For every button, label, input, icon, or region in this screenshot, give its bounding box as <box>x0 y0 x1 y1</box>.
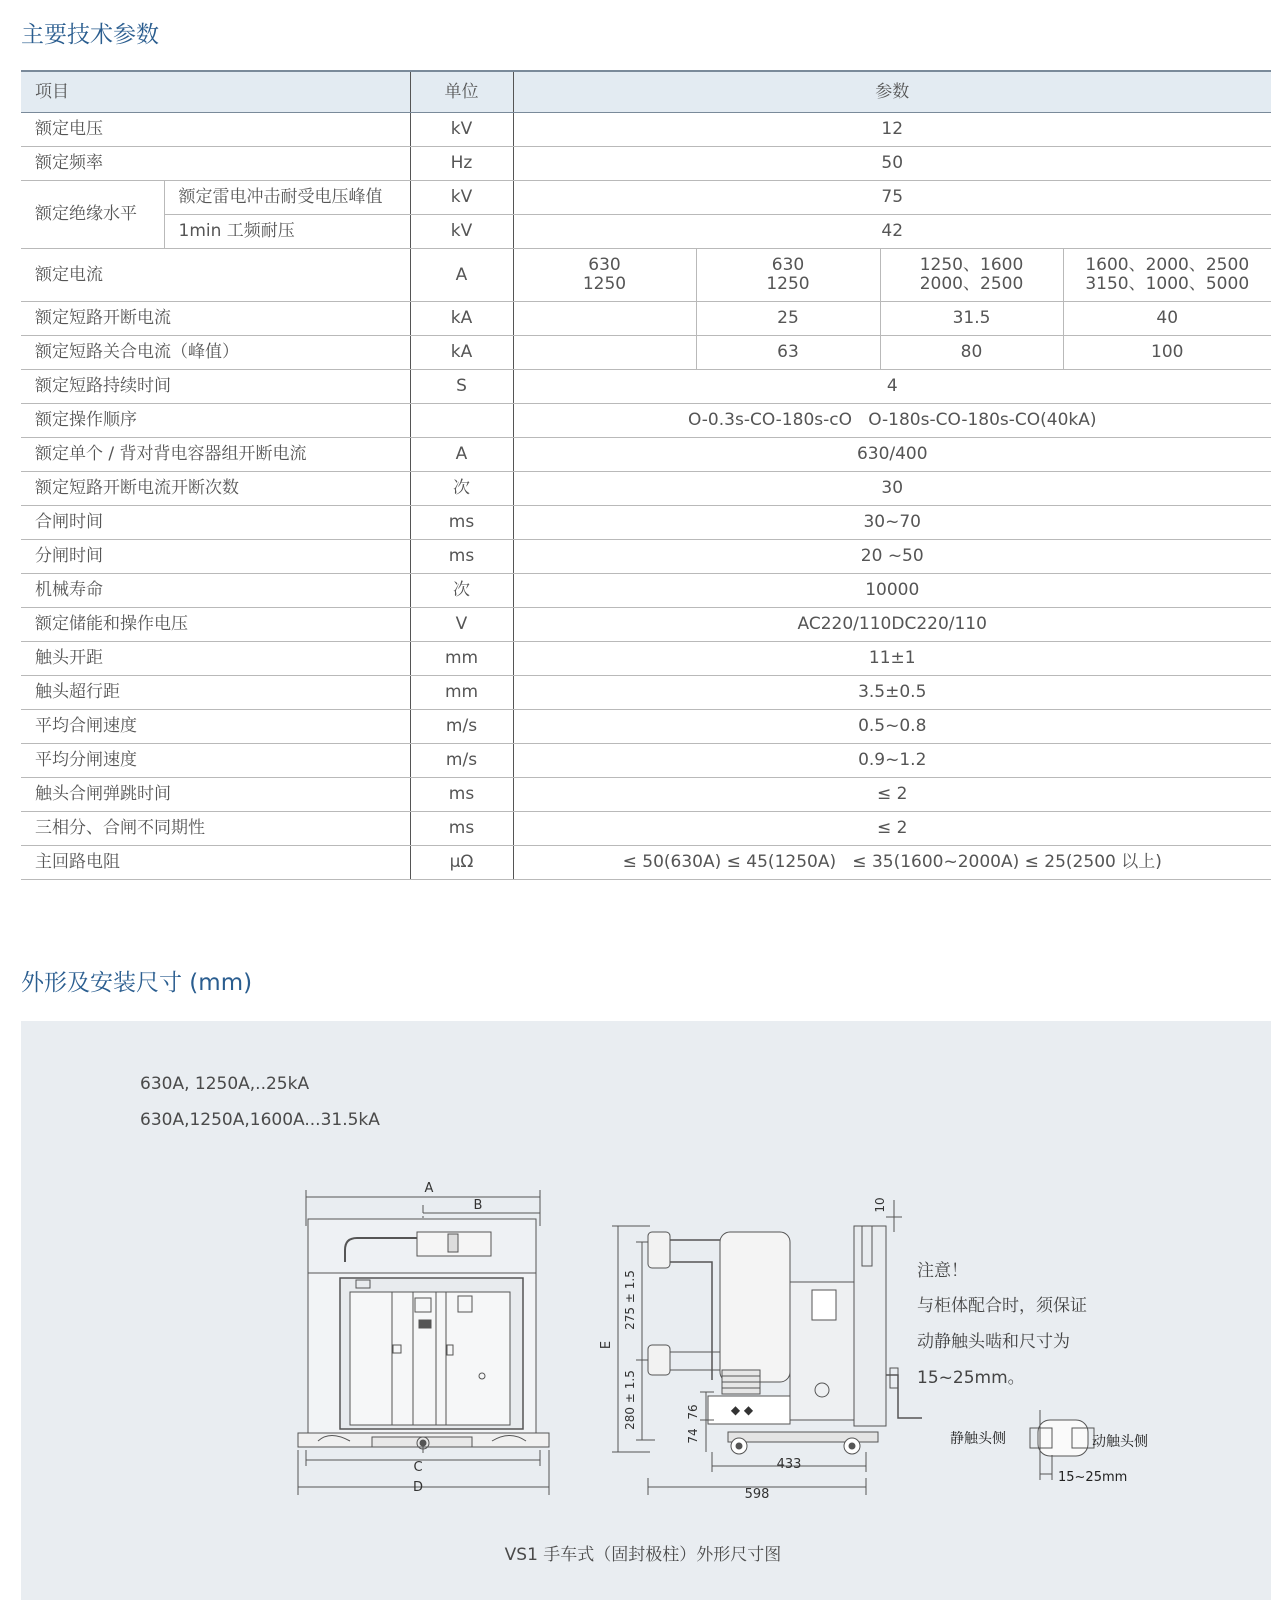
value-line: 1250、1600 <box>919 255 1024 275</box>
row-value: 10000 <box>513 574 1271 608</box>
header-unit: 单位 <box>410 71 513 113</box>
row-value-col3: 31.5 <box>880 302 1063 336</box>
header-param: 参数 <box>513 71 1271 113</box>
row-unit: V <box>410 608 513 642</box>
row-item: 额定电流 <box>21 249 410 302</box>
row-unit: mm <box>410 642 513 676</box>
row-value: 3.5±0.5 <box>513 676 1271 710</box>
row-value: 75 <box>513 181 1271 215</box>
value-line: 1250 <box>766 274 810 294</box>
row-item: 机械寿命 <box>21 574 410 608</box>
dim-label-433: 433 <box>776 1457 802 1472</box>
row-value: 30 <box>513 472 1271 506</box>
front-view <box>298 1181 549 1495</box>
contact-gap-label: 15~25mm <box>1058 1470 1128 1485</box>
row-value: 630/400 <box>513 438 1271 472</box>
row-unit: m/s <box>410 710 513 744</box>
contact-detail <box>950 1410 1148 1485</box>
header-item: 项目 <box>21 71 410 113</box>
row-value: 12 <box>513 113 1271 147</box>
row-unit: ms <box>410 506 513 540</box>
row-value: AC220/110DC220/110 <box>513 608 1271 642</box>
dim-label-10: 10 <box>873 1197 887 1213</box>
row-value: 0.9~1.2 <box>513 744 1271 778</box>
row-unit: ms <box>410 778 513 812</box>
row-value: 42 <box>513 215 1271 249</box>
row-unit: kA <box>410 336 513 370</box>
section-title-dimensions: 外形及安装尺寸 (mm) <box>21 970 253 996</box>
row-item: 额定单个 / 背对背电容器组开断电流 <box>21 438 410 472</box>
row-item: 触头开距 <box>21 642 410 676</box>
row-item: 额定短路开断电流 <box>21 302 410 336</box>
row-item: 平均分闸速度 <box>21 744 410 778</box>
row-value: 20 ~50 <box>513 540 1271 574</box>
side-view <box>599 1197 922 1502</box>
dim-label-280: 280 ± 1.5 <box>623 1370 637 1430</box>
row-value-col4: 40 <box>1063 302 1271 336</box>
row-value: 50 <box>513 147 1271 181</box>
row-value: O-0.3s-CO-180s-cO O-180s-CO-180s-CO(40kA) <box>513 404 1271 438</box>
row-item: 额定储能和操作电压 <box>21 608 410 642</box>
rating-range-2: 630A,1250A,1600A...31.5kA <box>140 1110 380 1130</box>
row-subitem: 额定雷电冲击耐受电压峰值 <box>164 181 410 215</box>
row-item: 额定操作顺序 <box>21 404 410 438</box>
row-item: 触头超行距 <box>21 676 410 710</box>
row-unit: S <box>410 370 513 404</box>
row-value: 30~70 <box>513 506 1271 540</box>
drawing-caption: VS1 手车式（固封极柱）外形尺寸图 <box>504 1545 782 1565</box>
notice-title: 注意！ <box>917 1261 968 1281</box>
rating-range-1: 630A, 1250A,..25kA <box>140 1074 310 1094</box>
row-item-insulation: 额定绝缘水平 <box>21 181 164 249</box>
row-subitem: 1min 工频耐压 <box>164 215 410 249</box>
row-item: 触头合闸弹跳时间 <box>21 778 410 812</box>
value-line: 1600、2000、2500 <box>1085 255 1250 275</box>
row-item: 额定短路开断电流开断次数 <box>21 472 410 506</box>
section-title-parameters: 主要技术参数 <box>21 22 159 48</box>
row-value: 0.5~0.8 <box>513 710 1271 744</box>
row-value-col3: 80 <box>880 336 1063 370</box>
notice-line: 动静触头啮和尺寸为 <box>917 1332 1070 1352</box>
row-unit: kV <box>410 181 513 215</box>
dim-label-A: A <box>424 1181 434 1196</box>
dim-label-275: 275 ± 1.5 <box>623 1270 637 1330</box>
dim-label-76: 76 <box>686 1404 700 1420</box>
row-unit: m/s <box>410 744 513 778</box>
moving-contact-side-label: 动触头侧 <box>1092 1434 1148 1450</box>
row-item: 三相分、合闸不同期性 <box>21 812 410 846</box>
static-contact-side-label: 静触头侧 <box>950 1431 1006 1447</box>
row-value: ≤ 50(630A) ≤ 45(1250A) ≤ 35(1600~2000A) ≤ 25(2500 以上) <box>513 846 1271 880</box>
dim-label-C: C <box>413 1460 423 1475</box>
row-item: 额定短路关合电流（峰值） <box>21 336 410 370</box>
value-line: 630 <box>588 255 621 275</box>
row-unit: 次 <box>410 574 513 608</box>
row-unit: μΩ <box>410 846 513 880</box>
notice-line: 与柜体配合时，须保证 <box>917 1296 1087 1316</box>
row-unit: kV <box>410 113 513 147</box>
row-unit: kV <box>410 215 513 249</box>
value-line: 630 <box>771 255 805 275</box>
row-unit: A <box>410 438 513 472</box>
row-value: ≤ 2 <box>513 812 1271 846</box>
notice-line: 15~25mm。 <box>917 1368 1025 1388</box>
row-unit: ms <box>410 540 513 574</box>
dim-label-74: 74 <box>686 1428 700 1444</box>
row-unit: kA <box>410 302 513 336</box>
row-unit: ms <box>410 812 513 846</box>
row-unit: mm <box>410 676 513 710</box>
row-item: 额定短路持续时间 <box>21 370 410 404</box>
row-unit: A <box>410 249 513 302</box>
row-item: 平均合闸速度 <box>21 710 410 744</box>
svg-text:◆ ◆: ◆ ◆ <box>730 1403 754 1417</box>
row-value-col4: 100 <box>1063 336 1271 370</box>
dim-label-598: 598 <box>744 1487 770 1502</box>
row-item: 合闸时间 <box>21 506 410 540</box>
value-line: 2000、2500 <box>919 274 1024 294</box>
dim-label-B: B <box>473 1198 483 1213</box>
row-item: 主回路电阻 <box>21 846 410 880</box>
row-value: ≤ 2 <box>513 778 1271 812</box>
dim-label-E: E <box>599 1340 614 1350</box>
row-unit: Hz <box>410 147 513 181</box>
row-value-col2: 25 <box>696 302 880 336</box>
value-line: 1250 <box>582 274 627 294</box>
row-value: 11±1 <box>513 642 1271 676</box>
row-item: 分闸时间 <box>21 540 410 574</box>
row-item: 额定频率 <box>21 147 410 181</box>
row-value-col2: 63 <box>696 336 880 370</box>
row-item: 额定电压 <box>21 113 410 147</box>
row-unit: 次 <box>410 472 513 506</box>
value-line: 3150、1000、5000 <box>1085 274 1250 294</box>
row-value: 4 <box>513 370 1271 404</box>
dim-label-D: D <box>412 1480 424 1495</box>
